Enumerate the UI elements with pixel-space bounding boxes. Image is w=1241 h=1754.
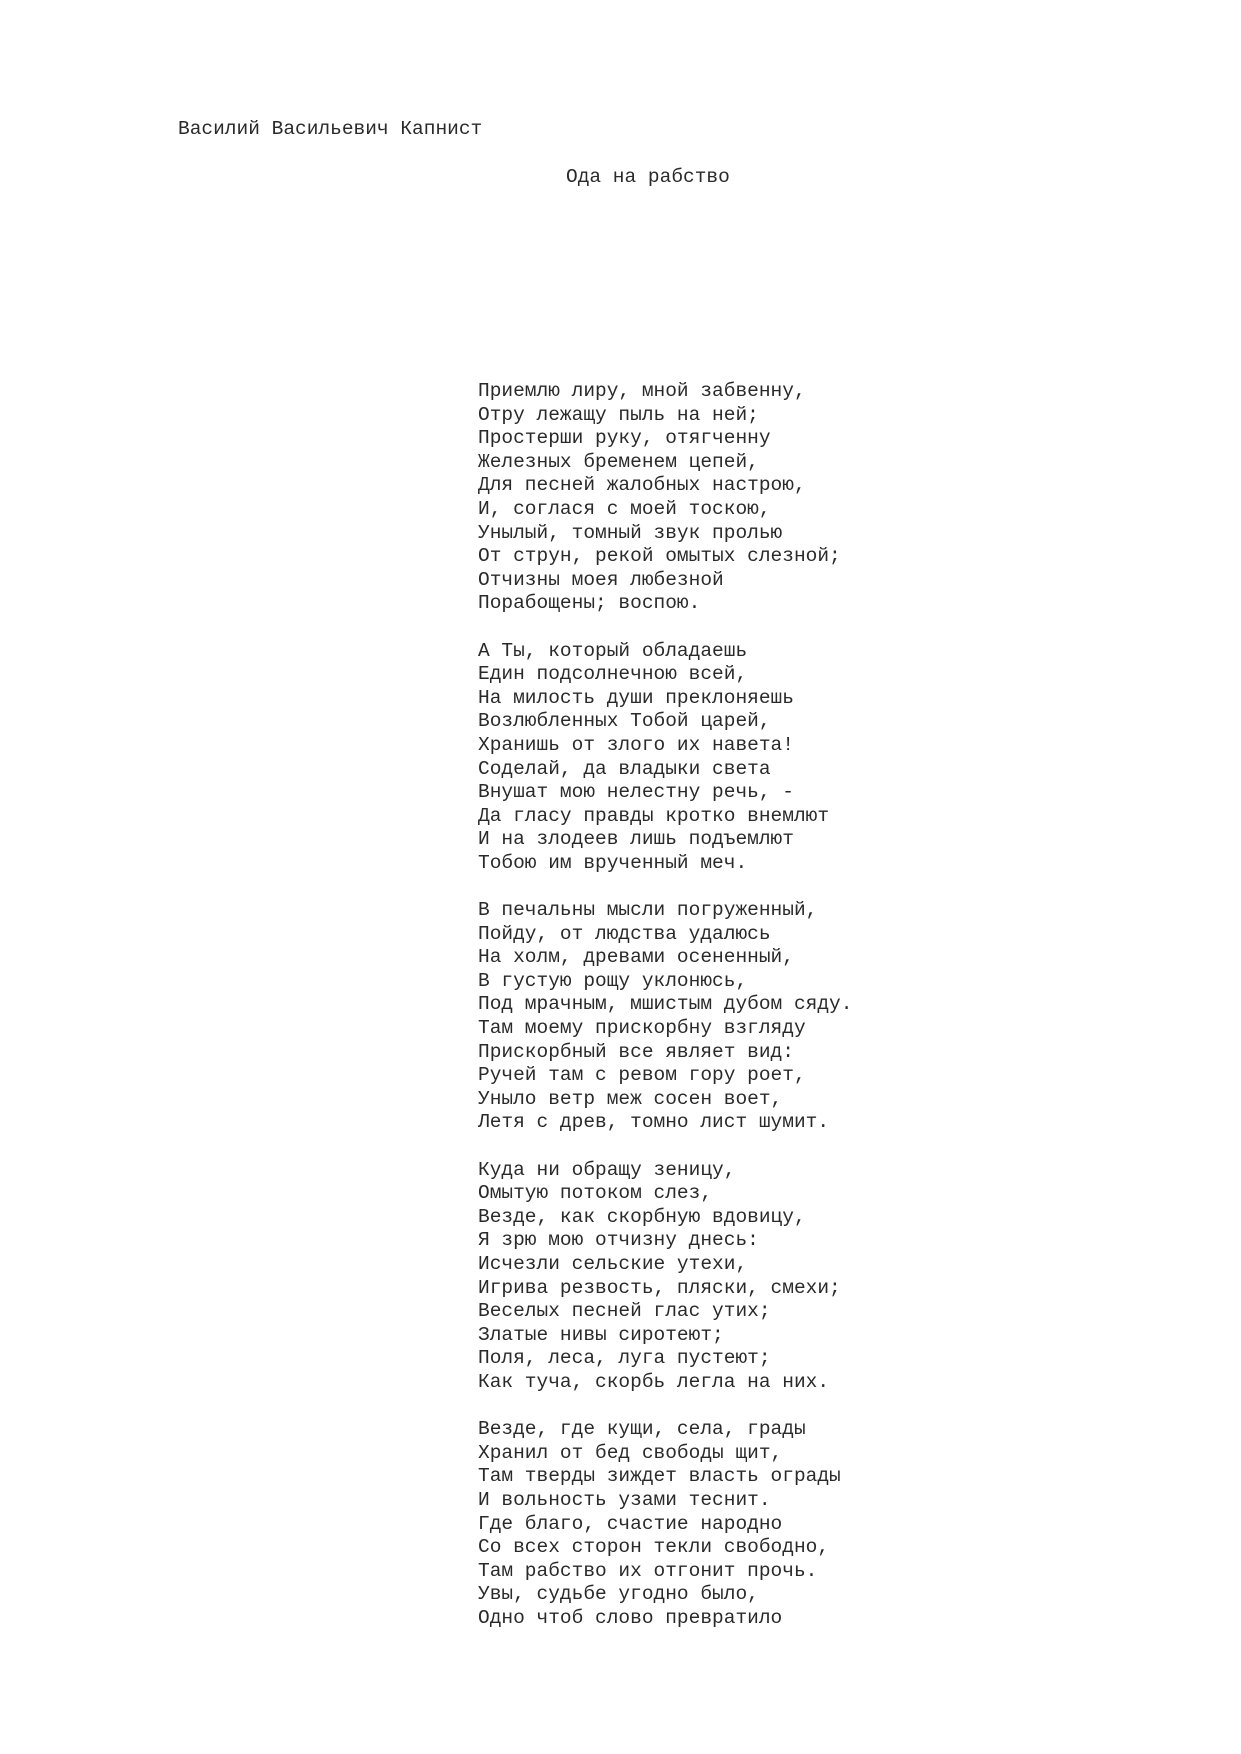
author-name: Василий Васильевич Капнист xyxy=(178,118,483,140)
poem-line: В густую рощу уклонюсь, xyxy=(478,969,748,992)
poem-line: Простерши руку, отягченну xyxy=(478,427,771,450)
poem-line: Порабощены; воспою. xyxy=(478,592,701,615)
poem-line: Куда ни обращу зеницу, xyxy=(478,1158,736,1181)
poem-line: Хранил от бед свободы щит, xyxy=(478,1441,783,1464)
poem-line: Да гласу правды кротко внемлют xyxy=(478,804,830,827)
poem-line: Уныло ветр меж сосен воет, xyxy=(478,1087,783,1110)
poem-line: Одно чтоб слово превратило xyxy=(478,1606,783,1629)
poem-body xyxy=(478,380,852,1654)
stanza-1 xyxy=(478,380,852,616)
poem-line: Веселых песней глас утих; xyxy=(478,1300,771,1323)
poem-line: Омытую потоком слез, xyxy=(478,1182,713,1205)
stanza-3 xyxy=(478,899,852,1135)
poem-line: И на злодеев лишь подъемлют xyxy=(478,828,794,851)
poem-line: Внушат мою нелестну речь, - xyxy=(478,781,794,804)
poem-line: Отру лежащу пыль на ней; xyxy=(478,403,759,426)
poem-line: На милость души преклоняешь xyxy=(478,686,794,709)
stanza-2 xyxy=(478,640,852,876)
poem-line: Един подсолнечною всей, xyxy=(478,663,748,686)
poem-line: Возлюбленных Тобой царей, xyxy=(478,710,771,733)
stanza-5 xyxy=(478,1418,852,1630)
poem-line: Железных бременем цепей, xyxy=(478,450,759,473)
poem-line: От струн, рекой омытых слезной; xyxy=(478,545,841,568)
poem-line: Прискорбный все являет вид: xyxy=(478,1040,794,1063)
poem-line: Под мрачным, мшистым дубом сяду. xyxy=(478,993,853,1016)
poem-line: А Ты, который обладаешь xyxy=(478,639,748,662)
poem-line: Там моему прискорбну взгляду xyxy=(478,1017,806,1040)
poem-line: Я зрю мою отчизну днесь: xyxy=(478,1229,759,1252)
poem-line: Ручей там с ревом гору роет, xyxy=(478,1064,806,1087)
poem-line: Там тверды зиждет власть ограды xyxy=(478,1465,841,1488)
poem-line: Везде, как скорбную вдовицу, xyxy=(478,1205,806,1228)
poem-line: Для песней жалобных настрою, xyxy=(478,474,806,497)
poem-line: Как туча, скорбь легла на них. xyxy=(478,1370,830,1393)
poem-line: Приемлю лиру, мной забвенну, xyxy=(478,380,806,402)
poem-line: В печальны мысли погруженный, xyxy=(478,899,818,922)
poem-line: На холм, древами осененный, xyxy=(478,946,794,969)
poem-line: Хранишь от злого их навета! xyxy=(478,733,794,756)
poem-title: Ода на рабство xyxy=(566,166,730,188)
poem-line: Соделай, да владыки света xyxy=(478,757,771,780)
poem-line: Везде, где кущи, села, грады xyxy=(478,1418,806,1441)
poem-line: Исчезли сельские утехи, xyxy=(478,1252,748,1275)
poem-line: Унылый, томный звук пролью xyxy=(478,521,783,544)
poem-line: Увы, судьбе угодно было, xyxy=(478,1583,759,1606)
poem-line: Там рабство их отгонит прочь. xyxy=(478,1559,818,1582)
poem-line: Златые нивы сиротеют; xyxy=(478,1323,724,1346)
poem-line: Поля, леса, луга пустеют; xyxy=(478,1347,771,1370)
poem-line: Отчизны моея любезной xyxy=(478,568,724,591)
poem-line: Игрива резвость, пляски, смехи; xyxy=(478,1276,841,1299)
stanza-4 xyxy=(478,1159,852,1395)
poem-line: Тобою им врученный меч. xyxy=(478,851,748,874)
poem-line: И вольность узами теснит. xyxy=(478,1488,771,1511)
poem-line: Летя с древ, томно лист шумит. xyxy=(478,1111,830,1134)
poem-line: Пойду, от людства удалюсь xyxy=(478,922,771,945)
poem-line: И, соглася с моей тоскою, xyxy=(478,497,771,520)
poem-line: Где благо, счастие народно xyxy=(478,1512,783,1535)
poem-line: Со всех сторон текли свободно, xyxy=(478,1536,830,1559)
